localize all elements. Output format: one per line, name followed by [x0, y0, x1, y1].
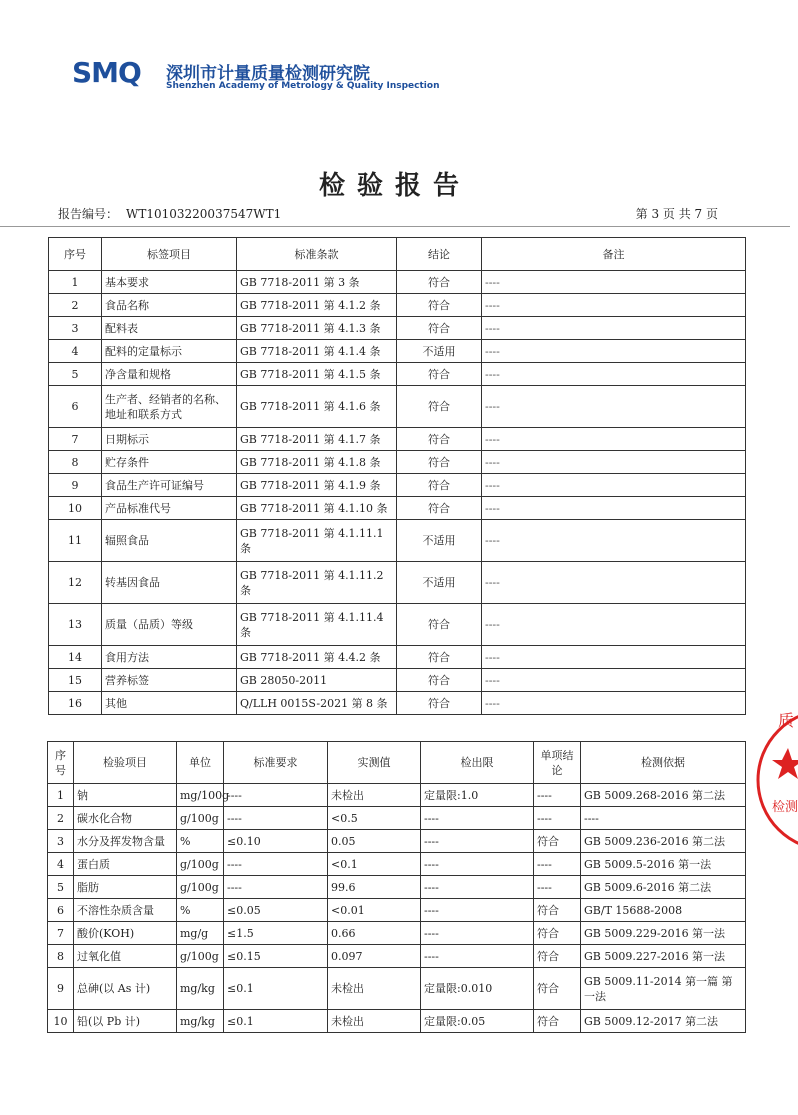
cell-requirement: ≤1.5 — [224, 922, 328, 945]
cell-method: ---- — [581, 807, 746, 830]
cell-test-item: 总砷(以 As 计) — [74, 968, 177, 1010]
cell-method: GB 5009.236-2016 第二法 — [581, 830, 746, 853]
cell-conclusion: 符合 — [397, 386, 482, 428]
cell-no: 13 — [49, 604, 102, 646]
table-row — [48, 968, 746, 1010]
cell-no: 1 — [48, 784, 74, 807]
cell-clause: GB 7718-2011 第 4.1.11.2 条 — [237, 562, 397, 604]
col-header-conclusion: 结论 — [397, 238, 482, 271]
cell-item-conclusion: 符合 — [534, 968, 581, 1010]
cell-remarks: ---- — [482, 692, 746, 715]
table-row — [49, 340, 746, 363]
cell-measured: 未检出 — [328, 1010, 421, 1033]
cell-no: 4 — [48, 853, 74, 876]
cell-no: 2 — [49, 294, 102, 317]
cell-remarks: ---- — [482, 646, 746, 669]
cell-clause: GB 7718-2011 第 4.1.5 条 — [237, 363, 397, 386]
cell-item-conclusion: 符合 — [534, 899, 581, 922]
cell-no: 11 — [49, 520, 102, 562]
cell-remarks: ---- — [482, 451, 746, 474]
cell-label-item: 贮存条件 — [102, 451, 237, 474]
col-header-test-item: 检验项目 — [74, 742, 177, 784]
cell-unit: g/100g — [177, 853, 224, 876]
cell-clause: GB 7718-2011 第 4.1.7 条 — [237, 428, 397, 451]
logo-chinese-name: 深圳市计量质量检测研究院 — [166, 64, 370, 84]
cell-clause: GB 7718-2011 第 4.1.11.1 条 — [237, 520, 397, 562]
cell-item-conclusion: 符合 — [534, 830, 581, 853]
cell-detection-limit: ---- — [421, 853, 534, 876]
cell-method: GB 5009.229-2016 第一法 — [581, 922, 746, 945]
cell-remarks: ---- — [482, 604, 746, 646]
cell-test-item: 铅(以 Pb 计) — [74, 1010, 177, 1033]
cell-label-item: 日期标示 — [102, 428, 237, 451]
cell-method: GB 5009.12-2017 第二法 — [581, 1010, 746, 1033]
test-results-table — [47, 741, 746, 1033]
col-header-detection-limit: 检出限 — [421, 742, 534, 784]
cell-no: 16 — [49, 692, 102, 715]
cell-detection-limit: 定量限:1.0 — [421, 784, 534, 807]
seal-text-top: 质 — [778, 711, 795, 730]
cell-no: 6 — [48, 899, 74, 922]
cell-item-conclusion: ---- — [534, 876, 581, 899]
cell-clause: Q/LLH 0015S-2021 第 8 条 — [237, 692, 397, 715]
cell-requirement: ---- — [224, 876, 328, 899]
table-row — [48, 945, 746, 968]
cell-item-conclusion: ---- — [534, 807, 581, 830]
cell-label-item: 基本要求 — [102, 271, 237, 294]
cell-remarks: ---- — [482, 562, 746, 604]
table-row — [48, 876, 746, 899]
header-divider — [0, 226, 790, 227]
table-row — [49, 386, 746, 428]
table-row — [49, 363, 746, 386]
cell-conclusion: 符合 — [397, 428, 482, 451]
logo-english-name: Shenzhen Academy of Metrology & Quality Inspection — [166, 81, 440, 91]
table-row — [49, 428, 746, 451]
cell-label-item: 生产者、经销者的名称、地址和联系方式 — [102, 386, 237, 428]
cell-clause: GB 28050-2011 — [237, 669, 397, 692]
cell-measured: 0.05 — [328, 830, 421, 853]
cell-unit: g/100g — [177, 945, 224, 968]
table-row — [49, 520, 746, 562]
cell-no: 7 — [49, 428, 102, 451]
cell-remarks: ---- — [482, 317, 746, 340]
cell-requirement: ≤0.10 — [224, 830, 328, 853]
cell-measured: <0.1 — [328, 853, 421, 876]
cell-no: 14 — [49, 646, 102, 669]
table-row — [48, 807, 746, 830]
table-row — [49, 646, 746, 669]
cell-conclusion: 符合 — [397, 363, 482, 386]
cell-clause: GB 7718-2011 第 4.4.2 条 — [237, 646, 397, 669]
cell-label-item: 食品名称 — [102, 294, 237, 317]
cell-no: 5 — [49, 363, 102, 386]
page-number: 第 3 页 共 7 页 — [635, 207, 718, 221]
cell-clause: GB 7718-2011 第 3 条 — [237, 271, 397, 294]
cell-remarks: ---- — [482, 474, 746, 497]
cell-method: GB 5009.268-2016 第二法 — [581, 784, 746, 807]
cell-conclusion: 符合 — [397, 294, 482, 317]
cell-label-item: 配料的定量标示 — [102, 340, 237, 363]
cell-item-conclusion: 符合 — [534, 922, 581, 945]
cell-remarks: ---- — [482, 340, 746, 363]
cell-label-item: 转基因食品 — [102, 562, 237, 604]
cell-measured: 99.6 — [328, 876, 421, 899]
col-header-clause: 标准条款 — [237, 238, 397, 271]
cell-conclusion: 符合 — [397, 317, 482, 340]
cell-no: 9 — [49, 474, 102, 497]
seal-text-bottom: 检测 — [772, 800, 798, 815]
cell-conclusion: 符合 — [397, 692, 482, 715]
cell-no: 10 — [48, 1010, 74, 1033]
cell-no: 8 — [49, 451, 102, 474]
table-row — [49, 562, 746, 604]
cell-measured: <0.5 — [328, 807, 421, 830]
cell-detection-limit: 定量限:0.010 — [421, 968, 534, 1010]
table-row — [49, 271, 746, 294]
cell-requirement: ---- — [224, 853, 328, 876]
cell-method: GB 5009.11-2014 第一篇 第一法 — [581, 968, 746, 1010]
cell-remarks: ---- — [482, 428, 746, 451]
cell-conclusion: 符合 — [397, 604, 482, 646]
cell-unit: g/100g — [177, 807, 224, 830]
col-header-requirement: 标准要求 — [224, 742, 328, 784]
cell-test-item: 水分及挥发物含量 — [74, 830, 177, 853]
cell-unit: % — [177, 830, 224, 853]
cell-conclusion: 不适用 — [397, 340, 482, 363]
logo-mark: SMQ — [72, 56, 141, 89]
cell-remarks: ---- — [482, 294, 746, 317]
table-row — [48, 830, 746, 853]
cell-item-conclusion: 符合 — [534, 945, 581, 968]
table-row — [48, 1010, 746, 1033]
cell-conclusion: 符合 — [397, 669, 482, 692]
cell-clause: GB 7718-2011 第 4.1.11.4 条 — [237, 604, 397, 646]
cell-remarks: ---- — [482, 669, 746, 692]
cell-no: 4 — [49, 340, 102, 363]
cell-no: 9 — [48, 968, 74, 1010]
cell-clause: GB 7718-2011 第 4.1.3 条 — [237, 317, 397, 340]
cell-test-item: 蛋白质 — [74, 853, 177, 876]
cell-method: GB 5009.6-2016 第二法 — [581, 876, 746, 899]
cell-label-item: 其他 — [102, 692, 237, 715]
cell-remarks: ---- — [482, 497, 746, 520]
table-row — [49, 669, 746, 692]
cell-conclusion: 符合 — [397, 271, 482, 294]
cell-clause: GB 7718-2011 第 4.1.4 条 — [237, 340, 397, 363]
col-header-unit: 单位 — [177, 742, 224, 784]
cell-detection-limit: ---- — [421, 945, 534, 968]
cell-label-item: 营养标签 — [102, 669, 237, 692]
cell-clause: GB 7718-2011 第 4.1.6 条 — [237, 386, 397, 428]
cell-requirement: ≤0.1 — [224, 968, 328, 1010]
cell-conclusion: 符合 — [397, 451, 482, 474]
cell-unit: mg/kg — [177, 968, 224, 1010]
label-inspection-table — [48, 237, 746, 715]
cell-no: 3 — [48, 830, 74, 853]
cell-measured: <0.01 — [328, 899, 421, 922]
cell-requirement: ≤0.1 — [224, 1010, 328, 1033]
cell-unit: mg/g — [177, 922, 224, 945]
cell-unit: mg/100g — [177, 784, 224, 807]
col-header-measured: 实测值 — [328, 742, 421, 784]
cell-label-item: 辐照食品 — [102, 520, 237, 562]
table-row — [48, 784, 746, 807]
cell-label-item: 产品标准代号 — [102, 497, 237, 520]
cell-remarks: ---- — [482, 363, 746, 386]
cell-detection-limit: ---- — [421, 830, 534, 853]
col-header-method: 检测依据 — [581, 742, 746, 784]
table-row — [49, 317, 746, 340]
cell-label-item: 食品生产许可证编号 — [102, 474, 237, 497]
col-header-item-conclusion: 单项结论 — [534, 742, 581, 784]
table-row — [48, 853, 746, 876]
cell-no: 1 — [49, 271, 102, 294]
cell-measured: 0.097 — [328, 945, 421, 968]
cell-item-conclusion: ---- — [534, 784, 581, 807]
cell-test-item: 脂肪 — [74, 876, 177, 899]
col-header-remarks: 备注 — [482, 238, 746, 271]
cell-measured: 0.66 — [328, 922, 421, 945]
page-title: 检验报告 — [318, 171, 471, 201]
cell-label-item: 净含量和规格 — [102, 363, 237, 386]
table-row — [48, 922, 746, 945]
cell-clause: GB 7718-2011 第 4.1.8 条 — [237, 451, 397, 474]
cell-test-item: 不溶性杂质含量 — [74, 899, 177, 922]
cell-method: GB/T 15688-2008 — [581, 899, 746, 922]
col-header-label-item: 标签项目 — [102, 238, 237, 271]
cell-measured: 未检出 — [328, 784, 421, 807]
report-number — [58, 205, 289, 222]
col-header-no: 序号 — [49, 238, 102, 271]
cell-test-item: 钠 — [74, 784, 177, 807]
report-number-value: WT10103220037547WT1 — [126, 207, 282, 221]
cell-test-item: 酸价(KOH) — [74, 922, 177, 945]
table-row — [49, 451, 746, 474]
cell-clause: GB 7718-2011 第 4.1.9 条 — [237, 474, 397, 497]
cell-detection-limit: ---- — [421, 807, 534, 830]
cell-no: 5 — [48, 876, 74, 899]
cell-no: 12 — [49, 562, 102, 604]
cell-requirement: ≤0.05 — [224, 899, 328, 922]
cell-requirement: ---- — [224, 784, 328, 807]
col-header-no: 序号 — [48, 742, 74, 784]
cell-remarks: ---- — [482, 271, 746, 294]
cell-no: 8 — [48, 945, 74, 968]
cell-label-item: 配料表 — [102, 317, 237, 340]
cell-unit: g/100g — [177, 876, 224, 899]
cell-remarks: ---- — [482, 386, 746, 428]
cell-clause: GB 7718-2011 第 4.1.2 条 — [237, 294, 397, 317]
cell-method: GB 5009.5-2016 第一法 — [581, 853, 746, 876]
cell-conclusion: 符合 — [397, 646, 482, 669]
cell-test-item: 碳水化合物 — [74, 807, 177, 830]
cell-conclusion: 符合 — [397, 497, 482, 520]
cell-detection-limit: ---- — [421, 876, 534, 899]
inspection-seal — [768, 700, 798, 860]
cell-remarks: ---- — [482, 520, 746, 562]
table-row — [49, 692, 746, 715]
cell-conclusion: 不适用 — [397, 520, 482, 562]
table-row — [49, 474, 746, 497]
cell-unit: mg/kg — [177, 1010, 224, 1033]
cell-requirement: ≤0.15 — [224, 945, 328, 968]
cell-conclusion: 符合 — [397, 474, 482, 497]
table-row — [48, 899, 746, 922]
table-row — [49, 294, 746, 317]
institute-logo — [72, 56, 440, 96]
cell-no: 6 — [49, 386, 102, 428]
cell-unit: % — [177, 899, 224, 922]
cell-no: 2 — [48, 807, 74, 830]
cell-conclusion: 不适用 — [397, 562, 482, 604]
cell-detection-limit: ---- — [421, 899, 534, 922]
table-row — [49, 497, 746, 520]
cell-label-item: 食用方法 — [102, 646, 237, 669]
cell-label-item: 质量（品质）等级 — [102, 604, 237, 646]
cell-requirement: ---- — [224, 807, 328, 830]
cell-item-conclusion: 符合 — [534, 1010, 581, 1033]
table-row — [49, 604, 746, 646]
cell-no: 7 — [48, 922, 74, 945]
cell-measured: 未检出 — [328, 968, 421, 1010]
cell-test-item: 过氧化值 — [74, 945, 177, 968]
cell-detection-limit: ---- — [421, 922, 534, 945]
cell-no: 3 — [49, 317, 102, 340]
cell-method: GB 5009.227-2016 第一法 — [581, 945, 746, 968]
cell-clause: GB 7718-2011 第 4.1.10 条 — [237, 497, 397, 520]
cell-detection-limit: 定量限:0.05 — [421, 1010, 534, 1033]
cell-item-conclusion: ---- — [534, 853, 581, 876]
report-number-label: 报告编号： — [58, 207, 119, 221]
cell-no: 15 — [49, 669, 102, 692]
cell-no: 10 — [49, 497, 102, 520]
